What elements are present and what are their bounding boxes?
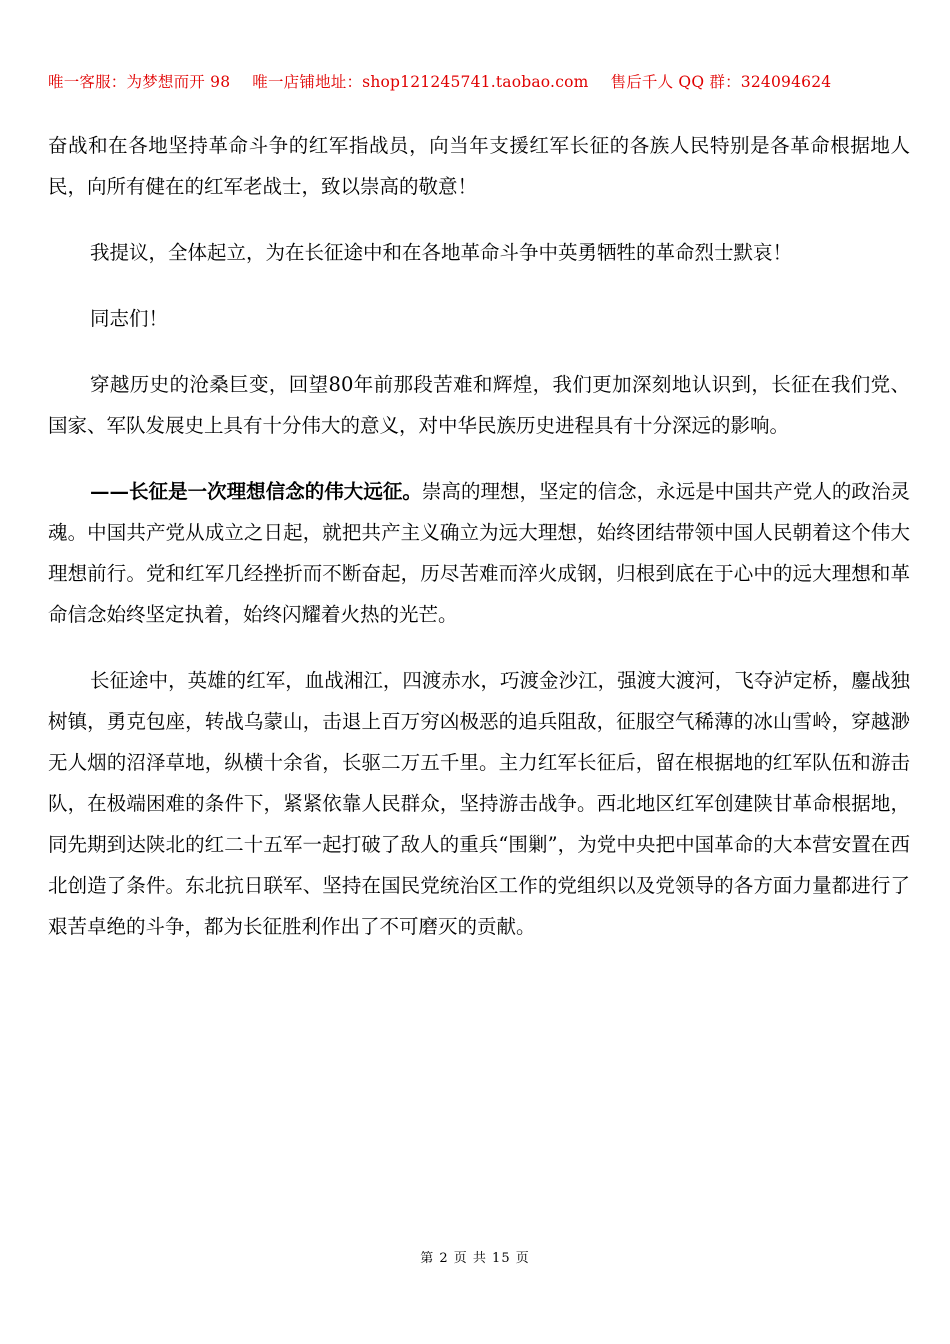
paragraph: 穿越历史的沧桑巨变，回望80年前那段苦难和辉煌，我们更加深刻地认识到，长征在我们党、国家、军队发展史上具有十分伟大的意义，对中华民族历史进程具有十分深远的影响。 xyxy=(48,373,910,437)
page-number: 第 2 页 共 15 页 xyxy=(420,1251,530,1266)
paragraph xyxy=(48,471,910,635)
page-header xyxy=(48,70,918,92)
header-service: 唯一客服：为梦想而开 98 xyxy=(48,73,231,91)
paragraph-lead-bold: ——长征是一次理想信念的伟大远征。 xyxy=(90,480,422,503)
paragraph: 长征途中，英雄的红军，血战湘江，四渡赤水，巧渡金沙江，强渡大渡河，飞夺泸定桥，鏖战独树镇，勇克包座，转战乌蒙山，击退上百万穷凶极恶的追兵阻敌，征服空气稀薄的冰山雪岭，穿越渺无人烟的沼泽草地，纵横十余省，长驱二万五千里。主力红军长征后，留在根据地的红军队伍和游击队，在极端困难的条件下，紧紧依靠人民群众，坚持游击战争。西北地区红军创建陕甘革命根据地，同先期到达陕北的红二十五军一起打破了敌人的重兵“围剿”，为党中央把中国革命的大本营安置在西北创造了条件。东北抗日联军、坚持在国民党统治区工作的党组织以及党领导的各方面力量都进行了艰苦卓绝的斗争，都为长征胜利作出了不可磨灭的贡献。 xyxy=(48,669,910,938)
paragraph: 奋战和在各地坚持革命斗争的红军指战员，向当年支援红军长征的各族人民特别是各革命根据地人民，向所有健在的红军老战士，致以崇高的敬意！ xyxy=(48,134,910,198)
paragraph-body: 崇高的理想，坚定的信念，永远是中国共产党人的政治灵魂。中国共产党从成立之日起，就把共产主义确立为远大理想，始终团结带领中国人民朝着这个伟大理想前行。党和红军几经挫折而不断奋起，历尽苦难而淬火成钢，归根到底在于心中的远大理想和革命信念始终坚定执着，始终闪耀着火热的光芒。 xyxy=(48,480,910,626)
paragraph: 同志们！ xyxy=(90,307,169,330)
header-shop-address: 唯一店铺地址：shop121245741.taobao.com xyxy=(252,73,589,91)
header-qq-group: 售后千人 QQ 群：324094624 xyxy=(610,73,832,91)
document-body xyxy=(48,125,910,972)
paragraph: 我提议，全体起立，为在长征途中和在各地革命斗争中英勇牺牲的革命烈士默哀！ xyxy=(90,241,793,264)
